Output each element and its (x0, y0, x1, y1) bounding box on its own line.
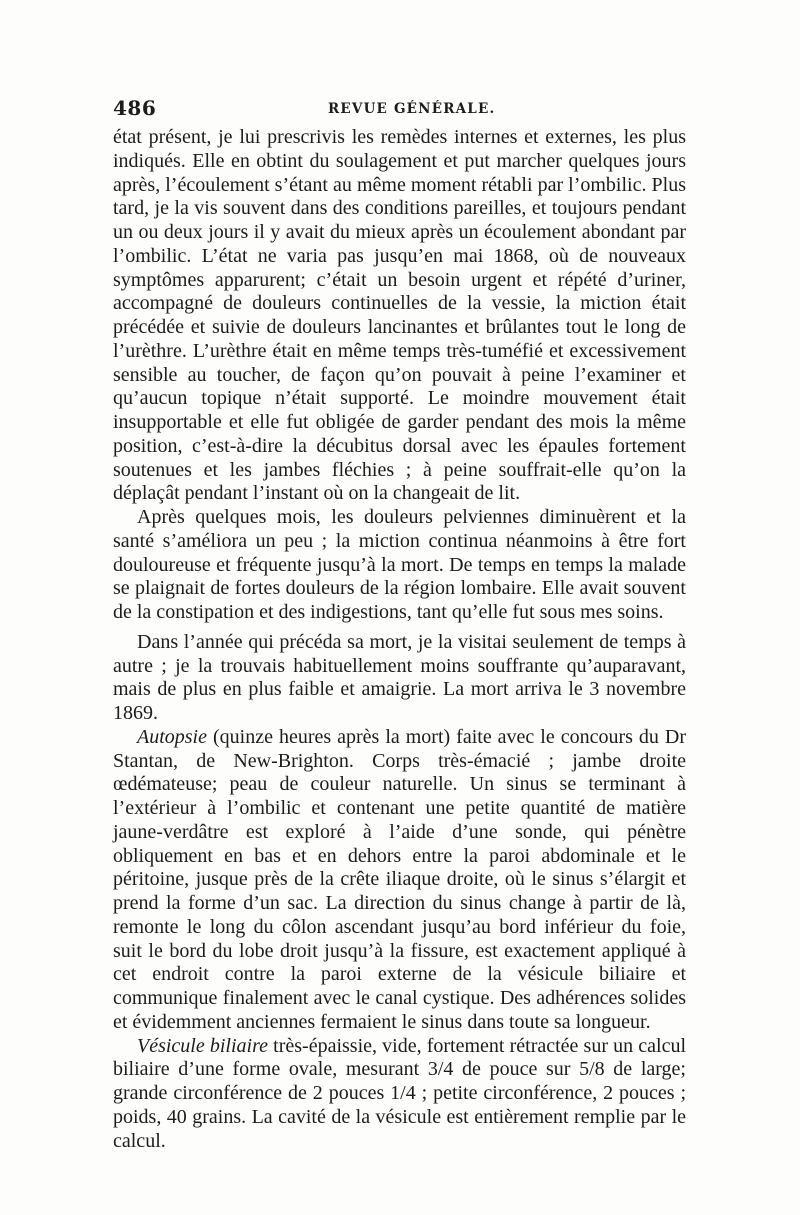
paragraph-text: Après quelques mois, les douleurs pelviennes diminuèrent et la santé s’améliora un peu ; la miction continua néanmoins à être fort douloureuse et fréquente jusqu’à la mort. De temps en temps la malade se plaignait de fortes douleurs de la région lombaire. Elle avait souvent de la constipation et des indigestions, tant qu’elle fut sous mes soins. (113, 506, 686, 623)
body-text (113, 126, 686, 1153)
page-number: 486 (113, 96, 157, 120)
paragraph-text: état présent, je lui prescrivis les remèdes internes et externes, les plus indiqués. Elle en obtint du soulagement et put marcher quelques jours après, l’écoulement s’étant au même moment rétabli par l’ombilic. Plus tard, je la vis souvent dans des conditions pareilles, et toujours pendant un ou deux jours il y avait du mieux après un écoulement abondant par l’ombilic. L’état ne varia pas jusqu’en mai 1868, où de nouveaux symptômes apparurent; c’était un besoin urgent et répété d’uriner, accompagné de douleurs continuelles de la vessie, la miction était précédée et suivie de douleurs lancinantes et brûlantes tout le long de l’urèthre. L’urèthre était en même temps très-tuméfié et excessivement sensible au toucher, de façon qu’on pouvait à peine l’examiner et qu’aucun topique n’était supporté. Le moindre mouvement était insupportable et elle fut obligée de garder pendant des mois la même position, c’est-à-dire la décubitus dorsal avec les épaules fortement soutenues et les jambes fléchies ; à peine souffrait-elle qu’on la déplaçât pendant l’instant où on la changeait de lit. (113, 126, 686, 505)
paragraph-text: Dans l’année qui précéda sa mort, je la visitai seulement de temps à autre ; je la trouvais habituellement moins souffrante qu’auparavant, mais de plus en plus faible et amaigrie. La mort arriva le 3 novembre 1869. (113, 630, 686, 724)
paragraph (113, 631, 686, 726)
running-title: REVUE GÉNÉRALE. (328, 101, 496, 117)
paragraph (113, 126, 686, 506)
page-header (113, 96, 686, 122)
paragraph (113, 1035, 686, 1154)
paragraph-text: très-épaissie, vide, fortement rétractée sur un calcul biliaire d’une forme ovale, mesurant 3/4 de pouce sur 5/8 de large; grande circonférence de 2 pouces 1/4 ; petite circonférence, 2 pouces ; poids, 40 grains. La cavité de la vésicule est entièrement remplie par le calcul. (113, 1034, 687, 1152)
paragraph (113, 506, 686, 625)
section-rubric: Vésicule biliaire (137, 1034, 269, 1057)
paragraph-text: (quinze heures après la mort) faite avec le concours du Dr Stantan, de New-Brighton. Corps très-émacié ; jambe droite œdémateuse; peau de couleur naturelle. Un sinus se terminant à l’extérieur à l’ombilic et contenant une petite quantité de matière jaune-verdâtre est exploré à l’aide d’une sonde, qui pénètre obliquement en bas et en dehors entre la paroi abdominale et le péritoine, jusque près de la crête iliaque droite, où le sinus s’élargit et prend la forme d’un sac. La direction du sinus change à partir de là, remonte le long du côlon ascendant jusqu’au bord inférieur du foie, suit le bord du lobe droit jusqu’à la fissure, est exactement appliqué à cet endroit contre la paroi externe de la vésicule biliaire et communique finalement avec le canal cystique. Des adhérences solides et évidemment anciennes fermaient le sinus dans toute sa longueur. (113, 725, 686, 1033)
section-rubric: Autopsie (137, 725, 207, 748)
paragraph (113, 726, 686, 1035)
